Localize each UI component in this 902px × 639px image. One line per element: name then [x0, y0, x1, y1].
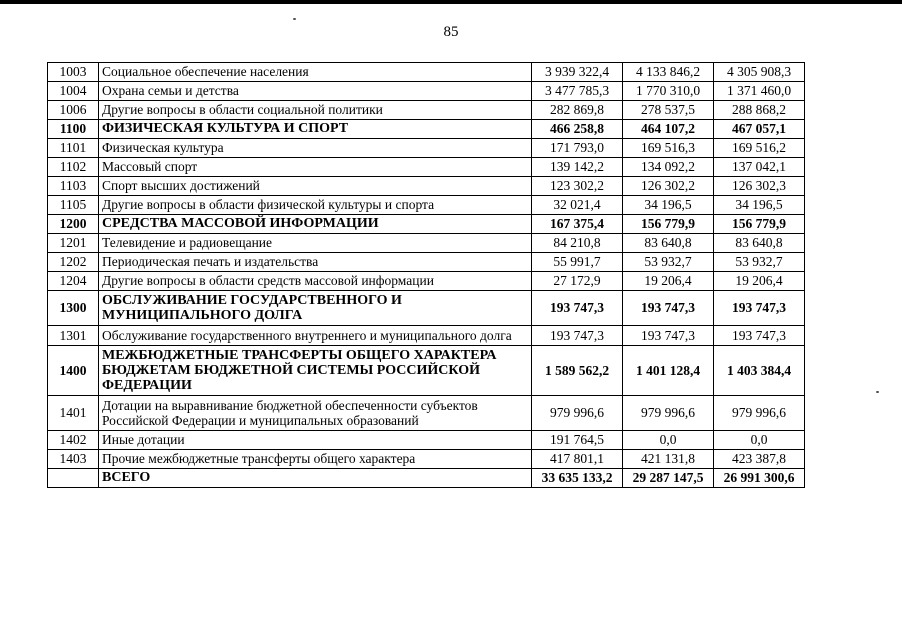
- code-cell: 1103: [48, 177, 99, 196]
- value-cell-3: 26 991 300,6: [714, 469, 805, 488]
- table-row: [48, 326, 805, 346]
- table-row: [48, 450, 805, 469]
- name-cell: Периодическая печать и издательства: [99, 253, 532, 272]
- table-row: [48, 196, 805, 215]
- name-cell: ВСЕГО: [99, 469, 532, 488]
- section-row: [48, 291, 805, 326]
- value-cell-1: 193 747,3: [532, 291, 623, 326]
- code-cell: 1202: [48, 253, 99, 272]
- table-row: [48, 82, 805, 101]
- page-number: 85: [443, 24, 459, 40]
- value-cell-3: 1 371 460,0: [714, 82, 805, 101]
- code-cell: 1101: [48, 139, 99, 158]
- name-cell: СРЕДСТВА МАССОВОЙ ИНФОРМАЦИИ: [99, 215, 532, 234]
- budget-table: [47, 62, 805, 488]
- code-cell: 1006: [48, 101, 99, 120]
- code-cell: 1204: [48, 272, 99, 291]
- name-cell: Физическая культура: [99, 139, 532, 158]
- value-cell-1: 27 172,9: [532, 272, 623, 291]
- value-cell-3: 4 305 908,3: [714, 63, 805, 82]
- value-cell-3: 0,0: [714, 431, 805, 450]
- section-row: [48, 346, 805, 396]
- value-cell-3: 53 932,7: [714, 253, 805, 272]
- value-cell-3: 169 516,2: [714, 139, 805, 158]
- value-cell-2: 169 516,3: [623, 139, 714, 158]
- value-cell-1: 167 375,4: [532, 215, 623, 234]
- code-cell: 1201: [48, 234, 99, 253]
- value-cell-2: 278 537,5: [623, 101, 714, 120]
- value-cell-2: 464 107,2: [623, 120, 714, 139]
- value-cell-3: 126 302,3: [714, 177, 805, 196]
- value-cell-3: 467 057,1: [714, 120, 805, 139]
- table-row: [48, 253, 805, 272]
- value-cell-2: 83 640,8: [623, 234, 714, 253]
- table-row: [48, 177, 805, 196]
- value-cell-3: 156 779,9: [714, 215, 805, 234]
- name-cell: ОБСЛУЖИВАНИЕ ГОСУДАРСТВЕННОГО И МУНИЦИПАЛЬНОГО ДОЛГА: [99, 291, 532, 326]
- value-cell-2: 421 131,8: [623, 450, 714, 469]
- code-cell: 1004: [48, 82, 99, 101]
- value-cell-2: 126 302,2: [623, 177, 714, 196]
- value-cell-3: 979 996,6: [714, 396, 805, 431]
- value-cell-1: 979 996,6: [532, 396, 623, 431]
- value-cell-2: 134 092,2: [623, 158, 714, 177]
- value-cell-2: 0,0: [623, 431, 714, 450]
- code-cell: 1401: [48, 396, 99, 431]
- section-row: [48, 120, 805, 139]
- name-cell: Охрана семьи и детства: [99, 82, 532, 101]
- value-cell-3: 288 868,2: [714, 101, 805, 120]
- value-cell-1: 171 793,0: [532, 139, 623, 158]
- name-cell: Дотации на выравнивание бюджетной обеспеченности субъектов Российской Федерации и муниципальных образований: [99, 396, 532, 431]
- code-cell: 1003: [48, 63, 99, 82]
- name-cell: Иные дотации: [99, 431, 532, 450]
- code-cell: 1402: [48, 431, 99, 450]
- value-cell-1: 193 747,3: [532, 326, 623, 346]
- name-cell: Обслуживание государственного внутреннего и муниципального долга: [99, 326, 532, 346]
- value-cell-1: 55 991,7: [532, 253, 623, 272]
- value-cell-1: 84 210,8: [532, 234, 623, 253]
- value-cell-1: 466 258,8: [532, 120, 623, 139]
- value-cell-2: 193 747,3: [623, 326, 714, 346]
- table-row: [48, 234, 805, 253]
- code-cell: 1300: [48, 291, 99, 326]
- table-row: [48, 396, 805, 431]
- value-cell-1: 417 801,1: [532, 450, 623, 469]
- name-cell: ФИЗИЧЕСКАЯ КУЛЬТУРА И СПОРТ: [99, 120, 532, 139]
- value-cell-3: 34 196,5: [714, 196, 805, 215]
- value-cell-2: 29 287 147,5: [623, 469, 714, 488]
- value-cell-3: 1 403 384,4: [714, 346, 805, 396]
- value-cell-3: 83 640,8: [714, 234, 805, 253]
- name-cell: Другие вопросы в области социальной политики: [99, 101, 532, 120]
- value-cell-2: 4 133 846,2: [623, 63, 714, 82]
- code-cell: 1105: [48, 196, 99, 215]
- value-cell-3: 137 042,1: [714, 158, 805, 177]
- name-cell: Спорт высших достижений: [99, 177, 532, 196]
- scan-speck: [876, 391, 879, 393]
- code-cell: 1200: [48, 215, 99, 234]
- value-cell-2: 156 779,9: [623, 215, 714, 234]
- value-cell-2: 1 770 310,0: [623, 82, 714, 101]
- name-cell: Другие вопросы в области средств массовой информации: [99, 272, 532, 291]
- code-cell: 1100: [48, 120, 99, 139]
- table-row: [48, 272, 805, 291]
- name-cell: МЕЖБЮДЖЕТНЫЕ ТРАНСФЕРТЫ ОБЩЕГО ХАРАКТЕРА БЮДЖЕТАМ БЮДЖЕТНОЙ СИСТЕМЫ РОССИЙСКОЙ ФЕДЕРАЦИИ: [99, 346, 532, 396]
- value-cell-3: 19 206,4: [714, 272, 805, 291]
- value-cell-3: 193 747,3: [714, 291, 805, 326]
- value-cell-1: 33 635 133,2: [532, 469, 623, 488]
- value-cell-2: 193 747,3: [623, 291, 714, 326]
- value-cell-1: 3 477 785,3: [532, 82, 623, 101]
- table-row: [48, 139, 805, 158]
- table-row: [48, 101, 805, 120]
- value-cell-1: 1 589 562,2: [532, 346, 623, 396]
- value-cell-1: 3 939 322,4: [532, 63, 623, 82]
- table-row: [48, 431, 805, 450]
- name-cell: Социальное обеспечение населения: [99, 63, 532, 82]
- table-row: [48, 158, 805, 177]
- name-cell: Прочие межбюджетные трансферты общего характера: [99, 450, 532, 469]
- value-cell-1: 32 021,4: [532, 196, 623, 215]
- value-cell-2: 979 996,6: [623, 396, 714, 431]
- value-cell-2: 19 206,4: [623, 272, 714, 291]
- code-cell: 1102: [48, 158, 99, 177]
- code-cell: 1301: [48, 326, 99, 346]
- value-cell-1: 282 869,8: [532, 101, 623, 120]
- value-cell-3: 423 387,8: [714, 450, 805, 469]
- value-cell-2: 1 401 128,4: [623, 346, 714, 396]
- total-row: [48, 469, 805, 488]
- value-cell-3: 193 747,3: [714, 326, 805, 346]
- code-cell: 1403: [48, 450, 99, 469]
- section-row: [48, 215, 805, 234]
- value-cell-1: 139 142,2: [532, 158, 623, 177]
- code-cell: [48, 469, 99, 488]
- page-top-border: [0, 0, 902, 4]
- value-cell-2: 53 932,7: [623, 253, 714, 272]
- name-cell: Другие вопросы в области физической культуры и спорта: [99, 196, 532, 215]
- name-cell: Телевидение и радиовещание: [99, 234, 532, 253]
- table-row: [48, 63, 805, 82]
- value-cell-1: 123 302,2: [532, 177, 623, 196]
- value-cell-1: 191 764,5: [532, 431, 623, 450]
- value-cell-2: 34 196,5: [623, 196, 714, 215]
- name-cell: Массовый спорт: [99, 158, 532, 177]
- code-cell: 1400: [48, 346, 99, 396]
- scan-speck: [293, 18, 296, 20]
